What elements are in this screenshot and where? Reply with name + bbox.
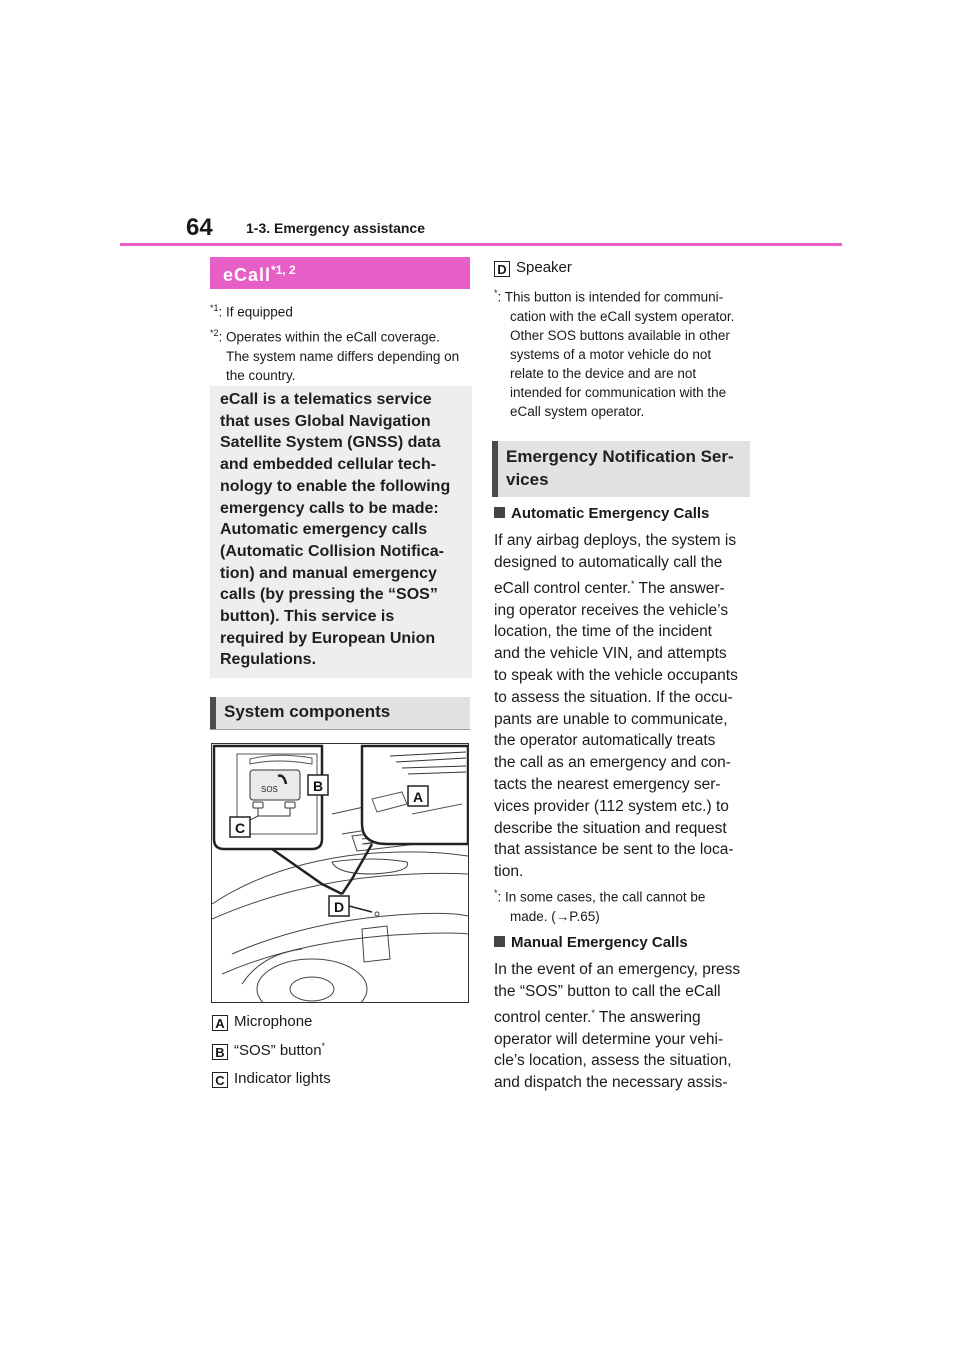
body-line-text: control center. (494, 1008, 592, 1026)
footnote-coverage (210, 324, 472, 385)
footnote-line: eCall system operator. (510, 403, 645, 419)
footnote-marker: *2 (210, 328, 219, 338)
body-line: designed to automatically call the (494, 553, 723, 571)
footnote-text: : Operates within the eCall coverage. (218, 329, 440, 345)
legend-item-microphone (212, 1013, 312, 1031)
footnote-line: intended for communication with the (510, 384, 727, 400)
subheading-text: Automatic Emergency Calls (511, 505, 710, 522)
body-line: that assistance be sent to the loca- (494, 841, 734, 859)
emergency-services-heading (492, 441, 750, 497)
legend-label: Speaker (516, 259, 572, 276)
manual-calls-subheading (494, 934, 688, 951)
square-bullet-icon (494, 936, 505, 947)
body-line: to speak with the vehicle occupants (494, 666, 738, 684)
body-line: cle’s location, assess the situation, (494, 1052, 732, 1070)
footnote-line: Other SOS buttons available in other (510, 327, 730, 343)
ecall-intro-box (210, 386, 472, 678)
body-line-text: eCall control center. (494, 579, 631, 597)
intro-line: tion) and manual emergency (220, 564, 437, 582)
footnote-line (494, 907, 756, 926)
body-line: pants are unable to communicate, (494, 710, 728, 728)
heading-line: vices (506, 470, 549, 489)
section-title: 1-3. Emergency assistance (246, 220, 425, 236)
ecall-title-footnote-ref: *1, 2 (271, 263, 296, 277)
footnote-if-equipped (210, 299, 472, 322)
manual-calls-body (494, 959, 756, 1094)
system-components-figure (211, 743, 469, 1003)
legend-key: D (494, 261, 510, 277)
body-line: In the event of an emergency, press (494, 961, 741, 978)
intro-line: emergency calls to be made: (220, 499, 439, 517)
intro-line: button). This service is (220, 608, 395, 626)
footnote-marker: * (494, 288, 498, 298)
legend-key: C (212, 1072, 228, 1088)
arrow-right-icon: → (555, 908, 570, 924)
page-number: 64 (186, 214, 213, 241)
car-interior-illustration (212, 744, 468, 1002)
body-line-text: The answering (594, 1008, 701, 1026)
heading-line: Emergency Notification Ser- (506, 447, 734, 466)
body-line: tacts the nearest emergency ser- (494, 775, 721, 793)
footnote-continuation: The system name differs depending on the country. (226, 348, 460, 383)
callout-b-label: B (313, 778, 324, 794)
callout-a-label: A (413, 789, 424, 805)
footnote-marker: * (494, 888, 498, 898)
intro-line: (Automatic Collision Notifica- (220, 542, 444, 560)
body-line (494, 574, 756, 600)
intro-line: and embedded cellular tech- (220, 456, 437, 474)
footnote-ref: * (591, 1007, 595, 1018)
body-line (494, 1003, 756, 1029)
legend-item-sos-button (212, 1041, 325, 1060)
intro-line: nology to enable the following (220, 477, 451, 495)
legend-footnote-ref: * (321, 1041, 326, 1051)
automatic-calls-footnote (494, 884, 756, 926)
subheading-text: Manual Emergency Calls (511, 934, 688, 951)
body-line: location, the time of the incident (494, 623, 712, 641)
intro-line: Regulations. (220, 651, 317, 669)
body-line: tion. (494, 863, 524, 881)
system-components-heading: System components (210, 697, 470, 729)
body-line: If any airbag deploys, the system is (494, 532, 737, 549)
intro-line: eCall is a telematics service (220, 391, 432, 408)
legend-item-indicator-lights (212, 1070, 331, 1088)
heading-underline (210, 729, 470, 730)
body-line: the operator automatically treats (494, 732, 716, 750)
footnote-line: : This button is intended for communi- (497, 289, 724, 305)
legend-key: A (212, 1015, 228, 1031)
legend-label: Indicator lights (234, 1070, 331, 1087)
callout-d-label: D (334, 899, 345, 915)
footnote-marker: *1 (210, 303, 219, 313)
body-line: the “SOS” button to call the eCall (494, 982, 721, 1000)
body-line: ing operator receives the vehicle’s (494, 601, 729, 619)
legend-label: “SOS” button (234, 1042, 322, 1059)
intro-line: calls (by pressing the “SOS” (220, 586, 438, 604)
sos-footnote (494, 284, 756, 421)
body-line: and the vehicle VIN, and attempts (494, 645, 727, 663)
body-line: and dispatch the necessary assis- (494, 1074, 728, 1092)
body-line: vices provider (112 system etc.) to (494, 797, 729, 815)
legend-key: B (212, 1044, 228, 1060)
body-line: the call as an emergency and con- (494, 754, 731, 772)
legend-label: Microphone (234, 1013, 313, 1030)
footnote-line: cation with the eCall system operator. (510, 308, 735, 324)
legend-item-speaker (494, 259, 572, 277)
footnote-ref: * (631, 578, 635, 589)
footnote-text: : If equipped (218, 304, 293, 320)
body-line: describe the situation and request (494, 819, 727, 837)
intro-line: Satellite System (GNSS) data (220, 434, 441, 452)
header-rule (120, 243, 842, 246)
page-reference-link[interactable]: P.65) (569, 908, 600, 924)
footnote-line: relate to the device and are not (510, 365, 697, 381)
sos-button-label: SOS (261, 785, 278, 794)
footnote-line: : In some cases, the call cannot be (497, 889, 706, 905)
intro-line: required by European Union (220, 629, 436, 647)
intro-line: that uses Global Navigation (220, 412, 431, 430)
footnote-text: made. ( (510, 908, 556, 924)
ecall-title-banner (210, 257, 470, 289)
body-line-text: The answer- (634, 579, 725, 597)
footnote-line: systems of a motor vehicle do not (510, 346, 712, 362)
body-line: to assess the situation. If the occu- (494, 688, 733, 706)
intro-line: Automatic emergency calls (220, 521, 428, 539)
automatic-calls-body (494, 530, 756, 883)
automatic-calls-subheading (494, 505, 709, 522)
body-line: operator will determine your vehi- (494, 1030, 724, 1048)
ecall-title: eCall (223, 265, 272, 285)
square-bullet-icon (494, 507, 505, 518)
callout-c-label: C (235, 820, 246, 836)
